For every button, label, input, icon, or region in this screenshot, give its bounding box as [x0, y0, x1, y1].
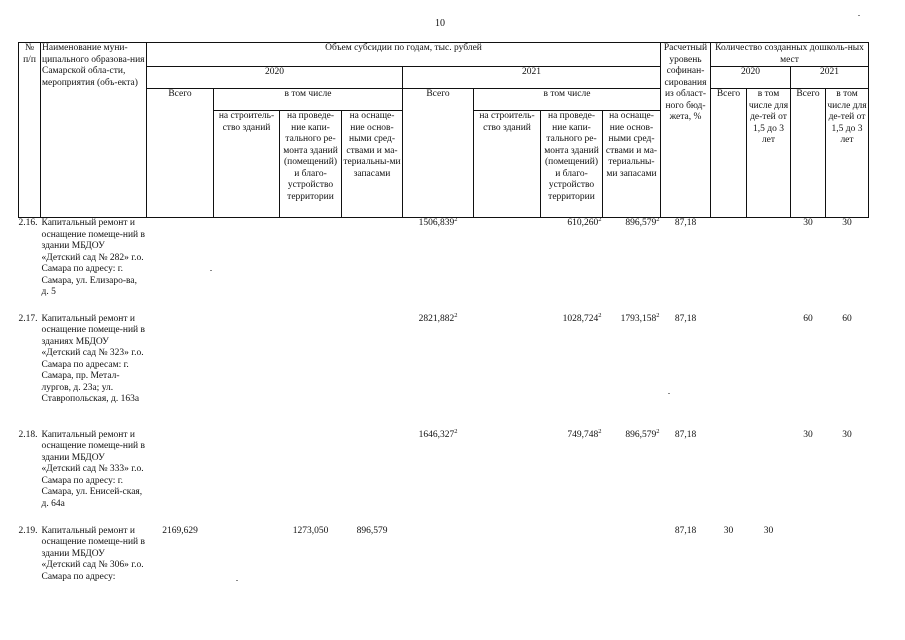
header-places-total-2021: Всего — [791, 89, 826, 218]
cell-equip-2020 — [342, 314, 403, 430]
header-total-2020: Всего — [147, 89, 214, 218]
row-name: Капитальный ремонт и оснащение помеще-ний в здании МБДОУ «Детский сад № 333» г.о. Самара по адресу: г. Самара, ул. Енисей-ская, д. 64а — [41, 429, 145, 509]
footnote-mark: 2 — [598, 215, 602, 223]
row-no: 2.17. — [18, 313, 38, 324]
cell-build-2020 — [214, 526, 280, 586]
cell-places-incl-2020 — [747, 430, 791, 526]
row-name: Капитальный ремонт и оснащение помеще-ний в здании МБДОУ «Детский сад № 306» г.о. Самара по адресу: — [41, 525, 145, 582]
cell-equip-2020 — [342, 218, 403, 314]
cell-places-total-2021 — [791, 526, 826, 586]
cell-repair-2021 — [541, 215, 603, 314]
cell-places-incl-2021: 60 — [842, 313, 852, 324]
header-places-year-2021: 2021 — [791, 67, 869, 89]
cell-places-total-2021: 30 — [803, 429, 813, 440]
subsidy-table — [18, 42, 869, 586]
cell-repair-2021 — [541, 526, 603, 586]
footnote-mark: 2 — [656, 427, 660, 435]
header-build-2020: на строитель-ство зданий — [214, 111, 280, 218]
cell-equip-2021 — [603, 215, 661, 314]
footnote-mark: 2 — [454, 215, 458, 223]
cell-repair-2020 — [280, 430, 342, 526]
cell-equip-2020: 896,579 — [356, 525, 388, 536]
header-name: Наименование муни-ципального образова-ния Самарской обла-сти, мероприятия (объ-екта) — [41, 43, 147, 218]
cell-total-2021 — [403, 215, 474, 314]
value: 2821,882 — [418, 313, 455, 324]
cell-repair-2020: 1273,050 — [292, 525, 329, 536]
cell-repair-2021 — [541, 311, 603, 430]
header-incl-2020: в том числе — [214, 89, 403, 111]
row-no: 2.18. — [18, 429, 38, 440]
cell-places-incl-2020: 30 — [763, 525, 774, 536]
cell-places-incl-2020 — [747, 314, 791, 430]
footnote-mark: 2 — [598, 311, 602, 319]
cell-total-2020: 2169,629 — [162, 525, 198, 536]
cell-places-total-2021: 30 — [803, 218, 813, 228]
cell-build-2020 — [214, 430, 280, 526]
cell-places-incl-2021: 30 — [842, 429, 852, 440]
cell-build-2021 — [474, 526, 541, 586]
cell-rate: 87,18 — [674, 525, 697, 536]
footnote-mark: 2 — [656, 215, 660, 223]
header-total-2021: Всего — [403, 89, 474, 218]
header-places-total-2020: Всего — [711, 89, 747, 218]
cell-build-2020 — [214, 218, 280, 314]
row-no: 2.16. — [18, 218, 38, 228]
header-places-year-2020: 2020 — [711, 67, 791, 89]
cell-equip-2020 — [342, 430, 403, 526]
value: 749,748 — [567, 429, 599, 440]
cell-places-incl-2020 — [747, 218, 791, 314]
header-build-2021: на строитель-ство зданий — [474, 111, 541, 218]
footnote-mark: 2 — [454, 311, 458, 319]
header-equip-2021: на оснаще-ние основ-ными сред-ствами и ма-териальны-ми запасами — [603, 111, 661, 218]
header-no: № п/п — [19, 43, 41, 218]
row-no: 2.19. — [18, 525, 38, 536]
cell-total-2021 — [403, 427, 474, 526]
footnote-mark: 2 — [598, 427, 602, 435]
cell-places-total-2020 — [711, 430, 747, 526]
header-places-incl-2021: в том числе для де-тей от 1,5 до 3 лет — [826, 89, 869, 218]
value: 1793,158 — [620, 313, 657, 324]
footnote-mark: 2 — [454, 427, 458, 435]
cell-build-2021 — [474, 218, 541, 314]
header-repair-2020: на проведе-ние капи-тального ре-монта зданий (помещений) и благо-устройство территории — [280, 111, 342, 218]
cell-total-2020 — [147, 430, 214, 526]
cell-rate: 87,18 — [674, 429, 697, 440]
cell-equip-2021 — [603, 427, 661, 526]
value: 896,579 — [625, 218, 657, 228]
page-number: 10 — [435, 18, 445, 29]
cell-places-incl-2021: 30 — [842, 218, 852, 228]
cell-rate: 87,18 — [674, 218, 697, 228]
cell-places-total-2021: 60 — [803, 313, 813, 324]
header-rate: Расчетный уровень софинан-сирования из област-ного бюд-жета, % — [661, 43, 711, 218]
scan-speck — [668, 393, 670, 394]
cell-build-2021 — [474, 430, 541, 526]
cell-places-total-2020 — [711, 218, 747, 314]
header-places-incl-2020: в том числе для де-тей от 1,5 до 3 лет — [747, 89, 791, 218]
cell-repair-2021 — [541, 427, 603, 526]
header-places: Количество созданных дошколь-ных мест — [711, 43, 869, 67]
value: 1646,327 — [418, 429, 455, 440]
table-header — [19, 43, 869, 218]
table-row — [19, 314, 869, 430]
cell-total-2020 — [147, 314, 214, 430]
cell-total-2021 — [403, 526, 474, 586]
cell-places-total-2020 — [711, 314, 747, 430]
cell-build-2020 — [214, 314, 280, 430]
table-body — [18, 215, 869, 586]
header-volume: Объем субсидии по годам, тыс. рублей — [147, 43, 661, 67]
table-row — [19, 218, 869, 314]
header-incl-2021: в том числе — [474, 89, 661, 111]
cell-total-2020 — [147, 218, 214, 314]
row-name: Капитальный ремонт и оснащение помеще-ний в зданиях МБДОУ «Детский сад № 323» г.о. Самара по адресам: г. Самара, пр. Метал-лургов, д. 23а; ул. Ставропольская, д. 163а — [41, 313, 145, 404]
value: 896,579 — [625, 429, 657, 440]
table-row — [19, 430, 869, 526]
header-year-2021: 2021 — [403, 67, 661, 89]
cell-rate: 87,18 — [674, 313, 697, 324]
cell-equip-2021 — [603, 526, 661, 586]
header-repair-2021: на проведе-ние капи-тального ре-монта зданий (помещений) и благо-устройство территории — [541, 111, 603, 218]
row-name: Капитальный ремонт и оснащение помеще-ний в здании МБДОУ «Детский сад № 282» г.о. Самара по адресу: г. Самара, ул. Елизаро-ва, д. 5 — [41, 218, 145, 297]
cell-places-total-2020: 30 — [723, 525, 734, 536]
value: 1028,724 — [562, 313, 599, 324]
cell-places-incl-2021 — [826, 526, 869, 586]
cell-repair-2020 — [280, 314, 342, 430]
table-row — [19, 526, 869, 586]
value: 1506,839 — [418, 218, 455, 228]
cell-repair-2020 — [280, 218, 342, 314]
cell-build-2021 — [474, 314, 541, 430]
cell-total-2021 — [403, 311, 474, 430]
scan-speck — [858, 15, 860, 16]
value: 610,260 — [567, 218, 599, 228]
scan-speck — [236, 580, 238, 581]
header-equip-2020: на оснаще-ние основ-ными сред-ствами и ма-териальны-ми запасами — [342, 111, 403, 218]
cell-equip-2021 — [603, 311, 661, 430]
header-year-2020: 2020 — [147, 67, 403, 89]
scan-speck — [210, 270, 212, 271]
footnote-mark: 2 — [656, 311, 660, 319]
